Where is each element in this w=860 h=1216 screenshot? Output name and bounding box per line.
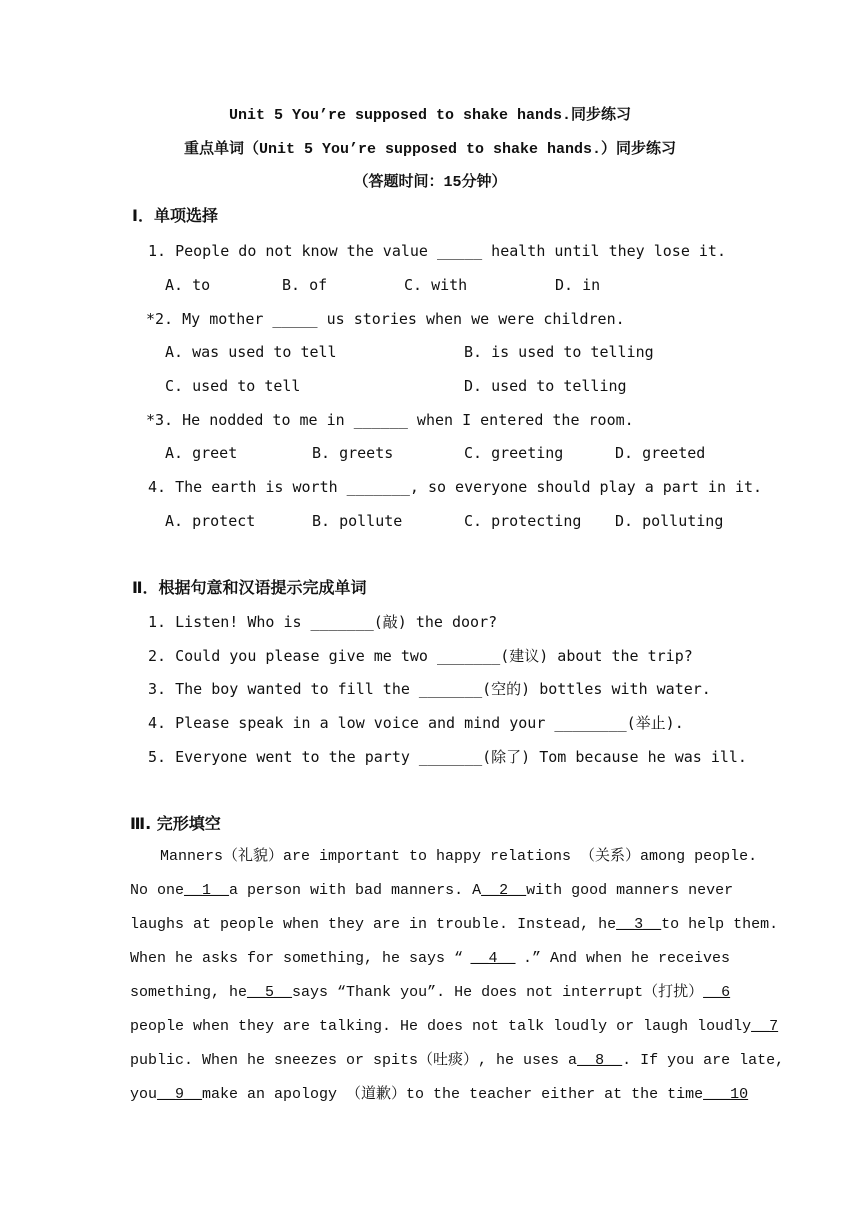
option-4d: D. polluting	[615, 512, 724, 530]
cloze-line	[130, 840, 758, 874]
cloze-text: a person with bad manners. A	[229, 882, 482, 899]
cloze-blank-9: __9__	[157, 1086, 203, 1103]
cloze-line	[130, 908, 779, 942]
option-1a: A. to	[165, 276, 211, 294]
section-3-heading: Ⅲ. 完形填空	[130, 814, 221, 833]
cloze-blank-1: __1__	[184, 882, 230, 899]
question-1: 1. People do not know the value _____ health until they lose it.	[148, 242, 726, 260]
cloze-text: to help them.	[661, 916, 779, 933]
option-1d: D. in	[555, 276, 601, 294]
cloze-text: .” And when he receives	[522, 950, 730, 967]
cloze-text: laughs at people when they are in trouble. Instead, he	[130, 916, 617, 933]
cloze-line	[130, 1010, 779, 1044]
cloze-passage	[130, 840, 785, 1112]
fill-item-3: 3. The boy wanted to fill the _______(空的) bottles with water.	[148, 680, 711, 698]
cloze-blank-4: __4__	[470, 950, 516, 967]
cloze-line	[130, 1078, 749, 1112]
cloze-blank-7: __7	[751, 1018, 779, 1035]
time-note: （答题时间：15分钟）	[353, 174, 507, 191]
option-4b: B. pollute	[312, 512, 403, 530]
cloze-text: something, he	[130, 984, 248, 1001]
cloze-text: No one	[130, 882, 185, 899]
cloze-line	[130, 976, 730, 1010]
cloze-blank-6: __6	[703, 984, 731, 1001]
option-1c: C. with	[404, 276, 468, 294]
cloze-text: you	[130, 1086, 158, 1103]
option-4c: C. protecting	[464, 512, 582, 530]
option-2c: C. used to tell	[165, 377, 301, 395]
cloze-text: When he asks for something, he says “	[130, 950, 464, 967]
cloze-text: says “Thank you”. He does not interrupt（打扰）	[292, 984, 704, 1001]
question-4: 4. The earth is worth _______, so everyone should play a part in it.	[148, 478, 763, 496]
cloze-blank-2: __2__	[481, 882, 527, 899]
cloze-line	[130, 942, 730, 976]
option-2d: D. used to telling	[464, 377, 627, 395]
option-3d: D. greeted	[615, 444, 706, 462]
option-2a: A. was used to tell	[165, 343, 337, 361]
question-2: *2. My mother _____ us stories when we were children.	[146, 310, 625, 328]
option-1b: B. of	[282, 276, 328, 294]
fill-item-4: 4. Please speak in a low voice and mind your ________(举止).	[148, 714, 684, 732]
option-3c: C. greeting	[464, 444, 564, 462]
option-4a: A. protect	[165, 512, 256, 530]
option-3b: B. greets	[312, 444, 394, 462]
worksheet-subtitle: 重点单词（Unit 5 You’re supposed to shake hands.）同步练习	[183, 141, 677, 158]
section-1-heading: Ⅰ．单项选择	[132, 206, 218, 225]
section-2-heading: Ⅱ．根据句意和汉语提示完成单词	[132, 578, 367, 597]
fill-item-2: 2. Could you please give me two _______(建议) about the trip?	[148, 647, 693, 665]
cloze-text: people when they are talking. He does not talk loudly or laugh loudly	[130, 1018, 752, 1035]
cloze-blank-3: __3__	[616, 916, 662, 933]
cloze-text: public. When he sneezes or spits（吐痰）, he uses a	[130, 1052, 578, 1069]
cloze-blank-8: __8__	[577, 1052, 623, 1069]
fill-item-5: 5. Everyone went to the party _______(除了) Tom because he was ill.	[148, 748, 747, 766]
cloze-blank-10: ___10	[703, 1086, 749, 1103]
cloze-line	[130, 874, 734, 908]
option-3a: A. greet	[165, 444, 238, 462]
worksheet-title: Unit 5 You’re supposed to shake hands.同步练习	[228, 107, 632, 124]
cloze-text: . If you are late,	[622, 1052, 785, 1069]
cloze-text: with good manners never	[526, 882, 734, 899]
option-2b: B. is used to telling	[464, 343, 654, 361]
cloze-text: make an apology （道歉）to the teacher either at the time	[202, 1086, 704, 1103]
cloze-line	[130, 1044, 785, 1078]
question-3: *3. He nodded to me in ______ when I entered the room.	[146, 411, 634, 429]
fill-item-1: 1. Listen! Who is _______(敲) the door?	[148, 613, 498, 631]
cloze-text: Manners（礼貌）are important to happy relations （关系）among people.	[130, 848, 758, 865]
cloze-blank-5: __5__	[247, 984, 293, 1001]
